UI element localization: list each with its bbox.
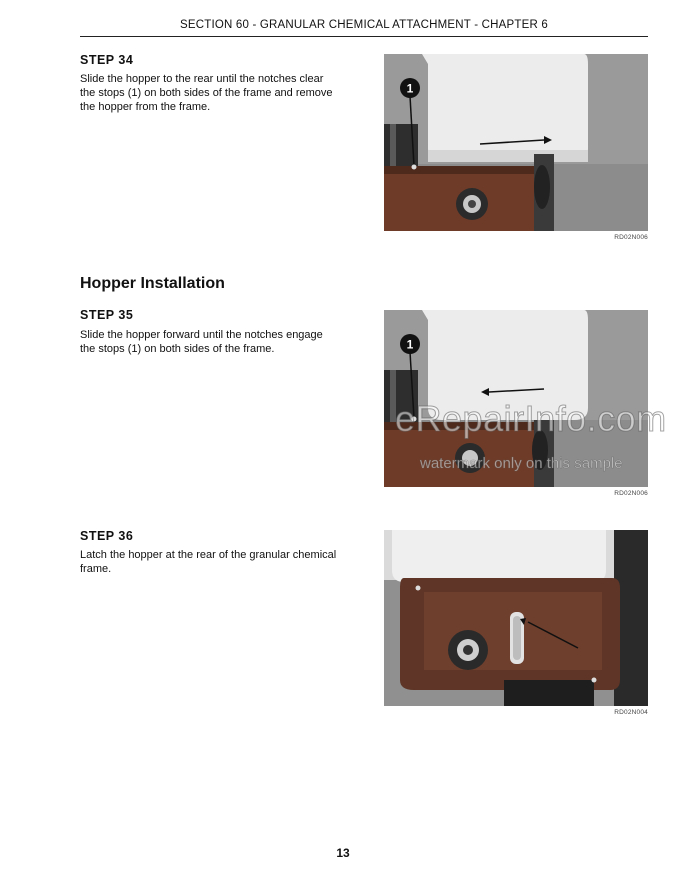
step-34-line-1: Slide the hopper to the rear until the notches clear [80, 73, 324, 85]
page-number: 13 [336, 846, 350, 860]
watermark-site: eRepairInfo.com [395, 398, 667, 439]
step-34-line-2: the stops (1) on both sides of the frame and remove [80, 87, 333, 99]
step-34-title: STEP 34 [80, 53, 134, 67]
step-35-line-1: Slide the hopper forward until the notches engage [80, 329, 323, 341]
section-heading: Hopper Installation [80, 275, 225, 292]
page-header: SECTION 60 - GRANULAR CHEMICAL ATTACHMENT - CHAPTER 6 [80, 19, 648, 37]
step-36-title: STEP 36 [80, 529, 134, 543]
step-36-figure-code: RD02N004 [614, 709, 648, 716]
step-34-photo [384, 54, 648, 231]
step-36-line-1: Latch the hopper at the rear of the granular chemical [80, 549, 337, 561]
step-34-text [80, 72, 360, 114]
step-35-figure-code: RD02N006 [614, 490, 648, 497]
step-34-figure-code: RD02N006 [614, 234, 648, 241]
step-34-callout-1: 1 [406, 81, 414, 96]
step-34-line-3: the hopper from the frame. [80, 101, 211, 113]
step-36-text [80, 548, 360, 576]
step-36-photo [384, 530, 648, 706]
step-36-line-2: frame. [80, 563, 112, 575]
watermark-notice: watermark only on this sample [420, 455, 623, 472]
step-35-text [80, 328, 360, 356]
step-35-line-2: the stops (1) on both sides of the frame. [80, 343, 275, 355]
step-35-title: STEP 35 [80, 308, 134, 322]
step-35-callout-1: 1 [406, 337, 414, 352]
